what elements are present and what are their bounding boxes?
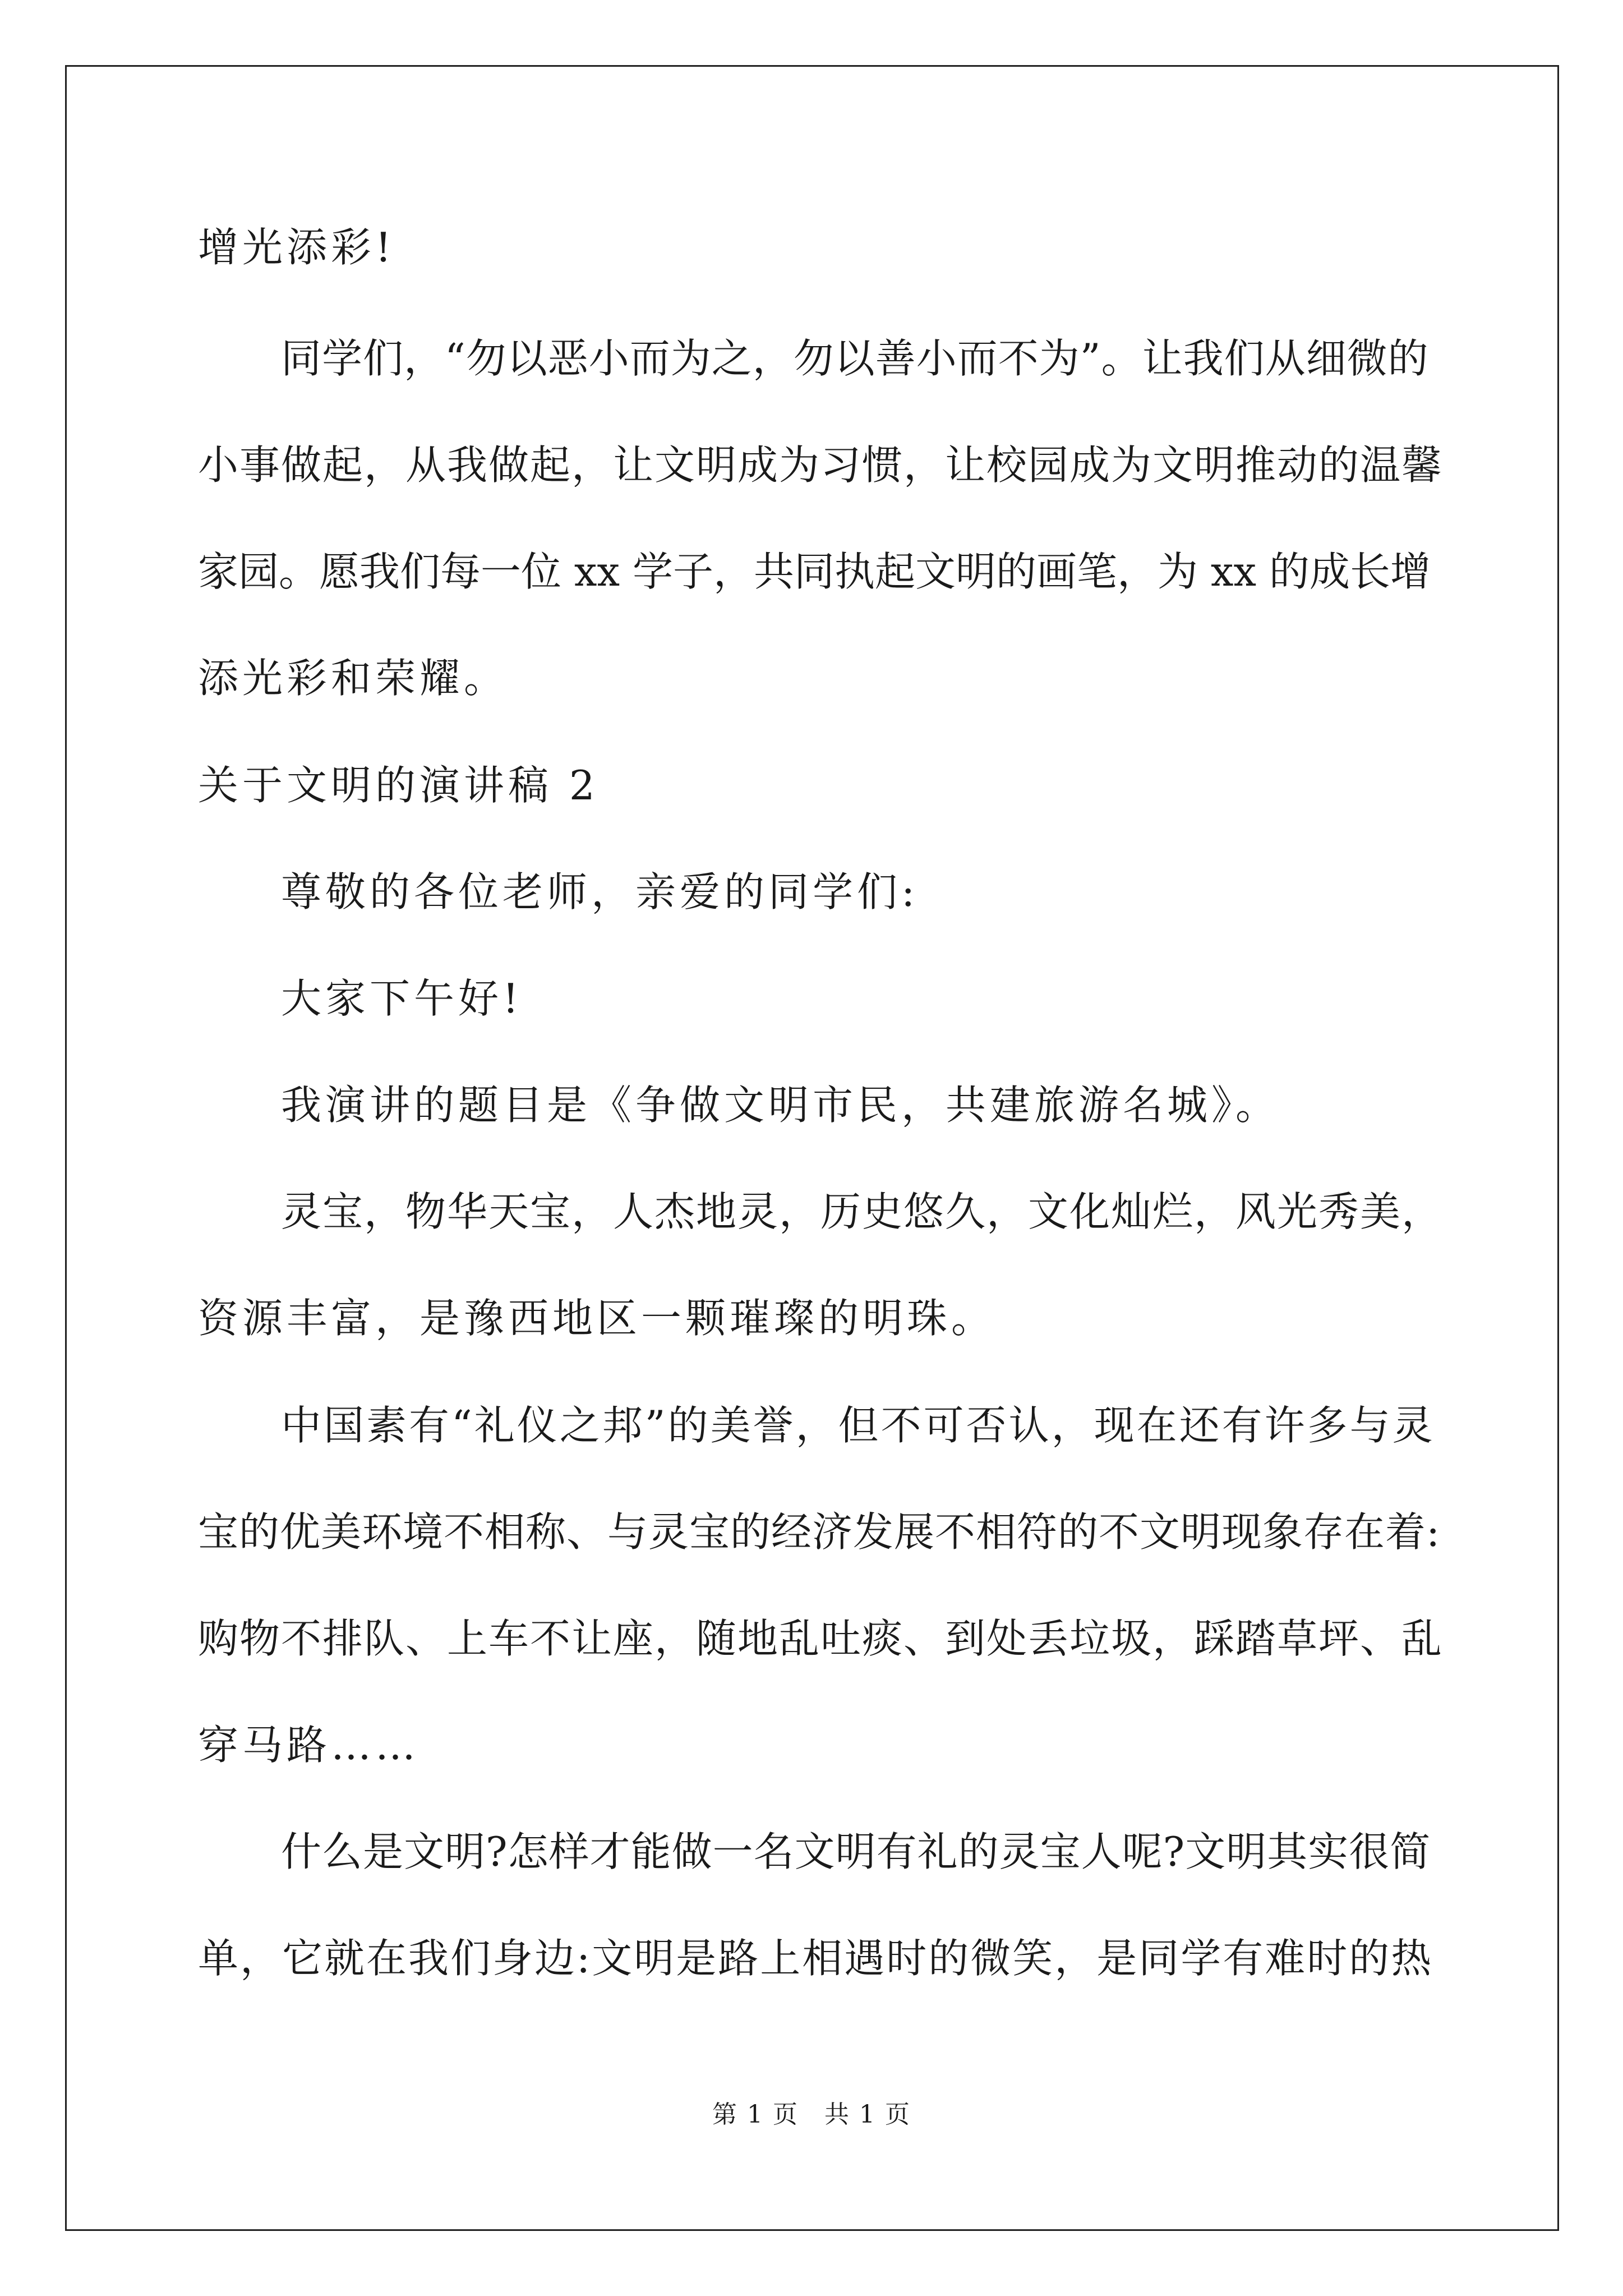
paragraph-line: 大家下午好! [281,975,523,1022]
paragraph-line: 穿马路…… [198,1722,420,1769]
paragraph-line: 宝的优美环境不相称、与灵宝的经济发展不相符的不文明现象存在着: [198,1508,1441,1556]
paragraph-line: 什么是文明?怎样才能做一名文明有礼的灵宝人呢?文明其实很简 [281,1828,1431,1875]
paragraph-line: 资源丰富，是豫西地区一颗璀璨的明珠。 [198,1295,996,1342]
section-heading: 关于文明的演讲稿 2 [198,762,599,809]
paragraph-line: 同学们，“勿以恶小而为之，勿以善小而不为”。让我们从细微的 [281,335,1429,382]
paragraph-line: 我演讲的题目是《争做文明市民，共建旅游名城》。 [281,1082,1280,1129]
paragraph-line: 购物不排队、上车不让座，随地乱吐痰、到处丢垃圾，踩踏草坪、乱 [198,1615,1444,1662]
paragraph-line: 增光添彩! [198,224,395,271]
paragraph-line: 单，它就在我们身边:文明是路上相遇时的微笑，是同学有难时的热 [198,1935,1433,1982]
paragraph-line: 家园。愿我们每一位 xx 学子，共同执起文明的画笔，为 xx 的成长增 [198,548,1431,595]
paragraph-line: 中国素有“礼仪之邦”的美誉，但不可否认，现在还有许多与灵 [281,1402,1435,1449]
paragraph-line: 小事做起，从我做起，让文明成为习惯，让校园成为文明推动的温馨 [198,441,1444,489]
paragraph-line: 尊敬的各位老师，亲爱的同学们: [281,868,919,915]
paragraph-line: 灵宝，物华天宝，人杰地灵，历史悠久，文化灿烂，风光秀美， [281,1188,1444,1235]
page-border [65,65,1559,2231]
page-footer: 第 1 页 共 1 页 [712,2100,911,2129]
paragraph-line: 添光彩和荣耀。 [198,655,509,702]
